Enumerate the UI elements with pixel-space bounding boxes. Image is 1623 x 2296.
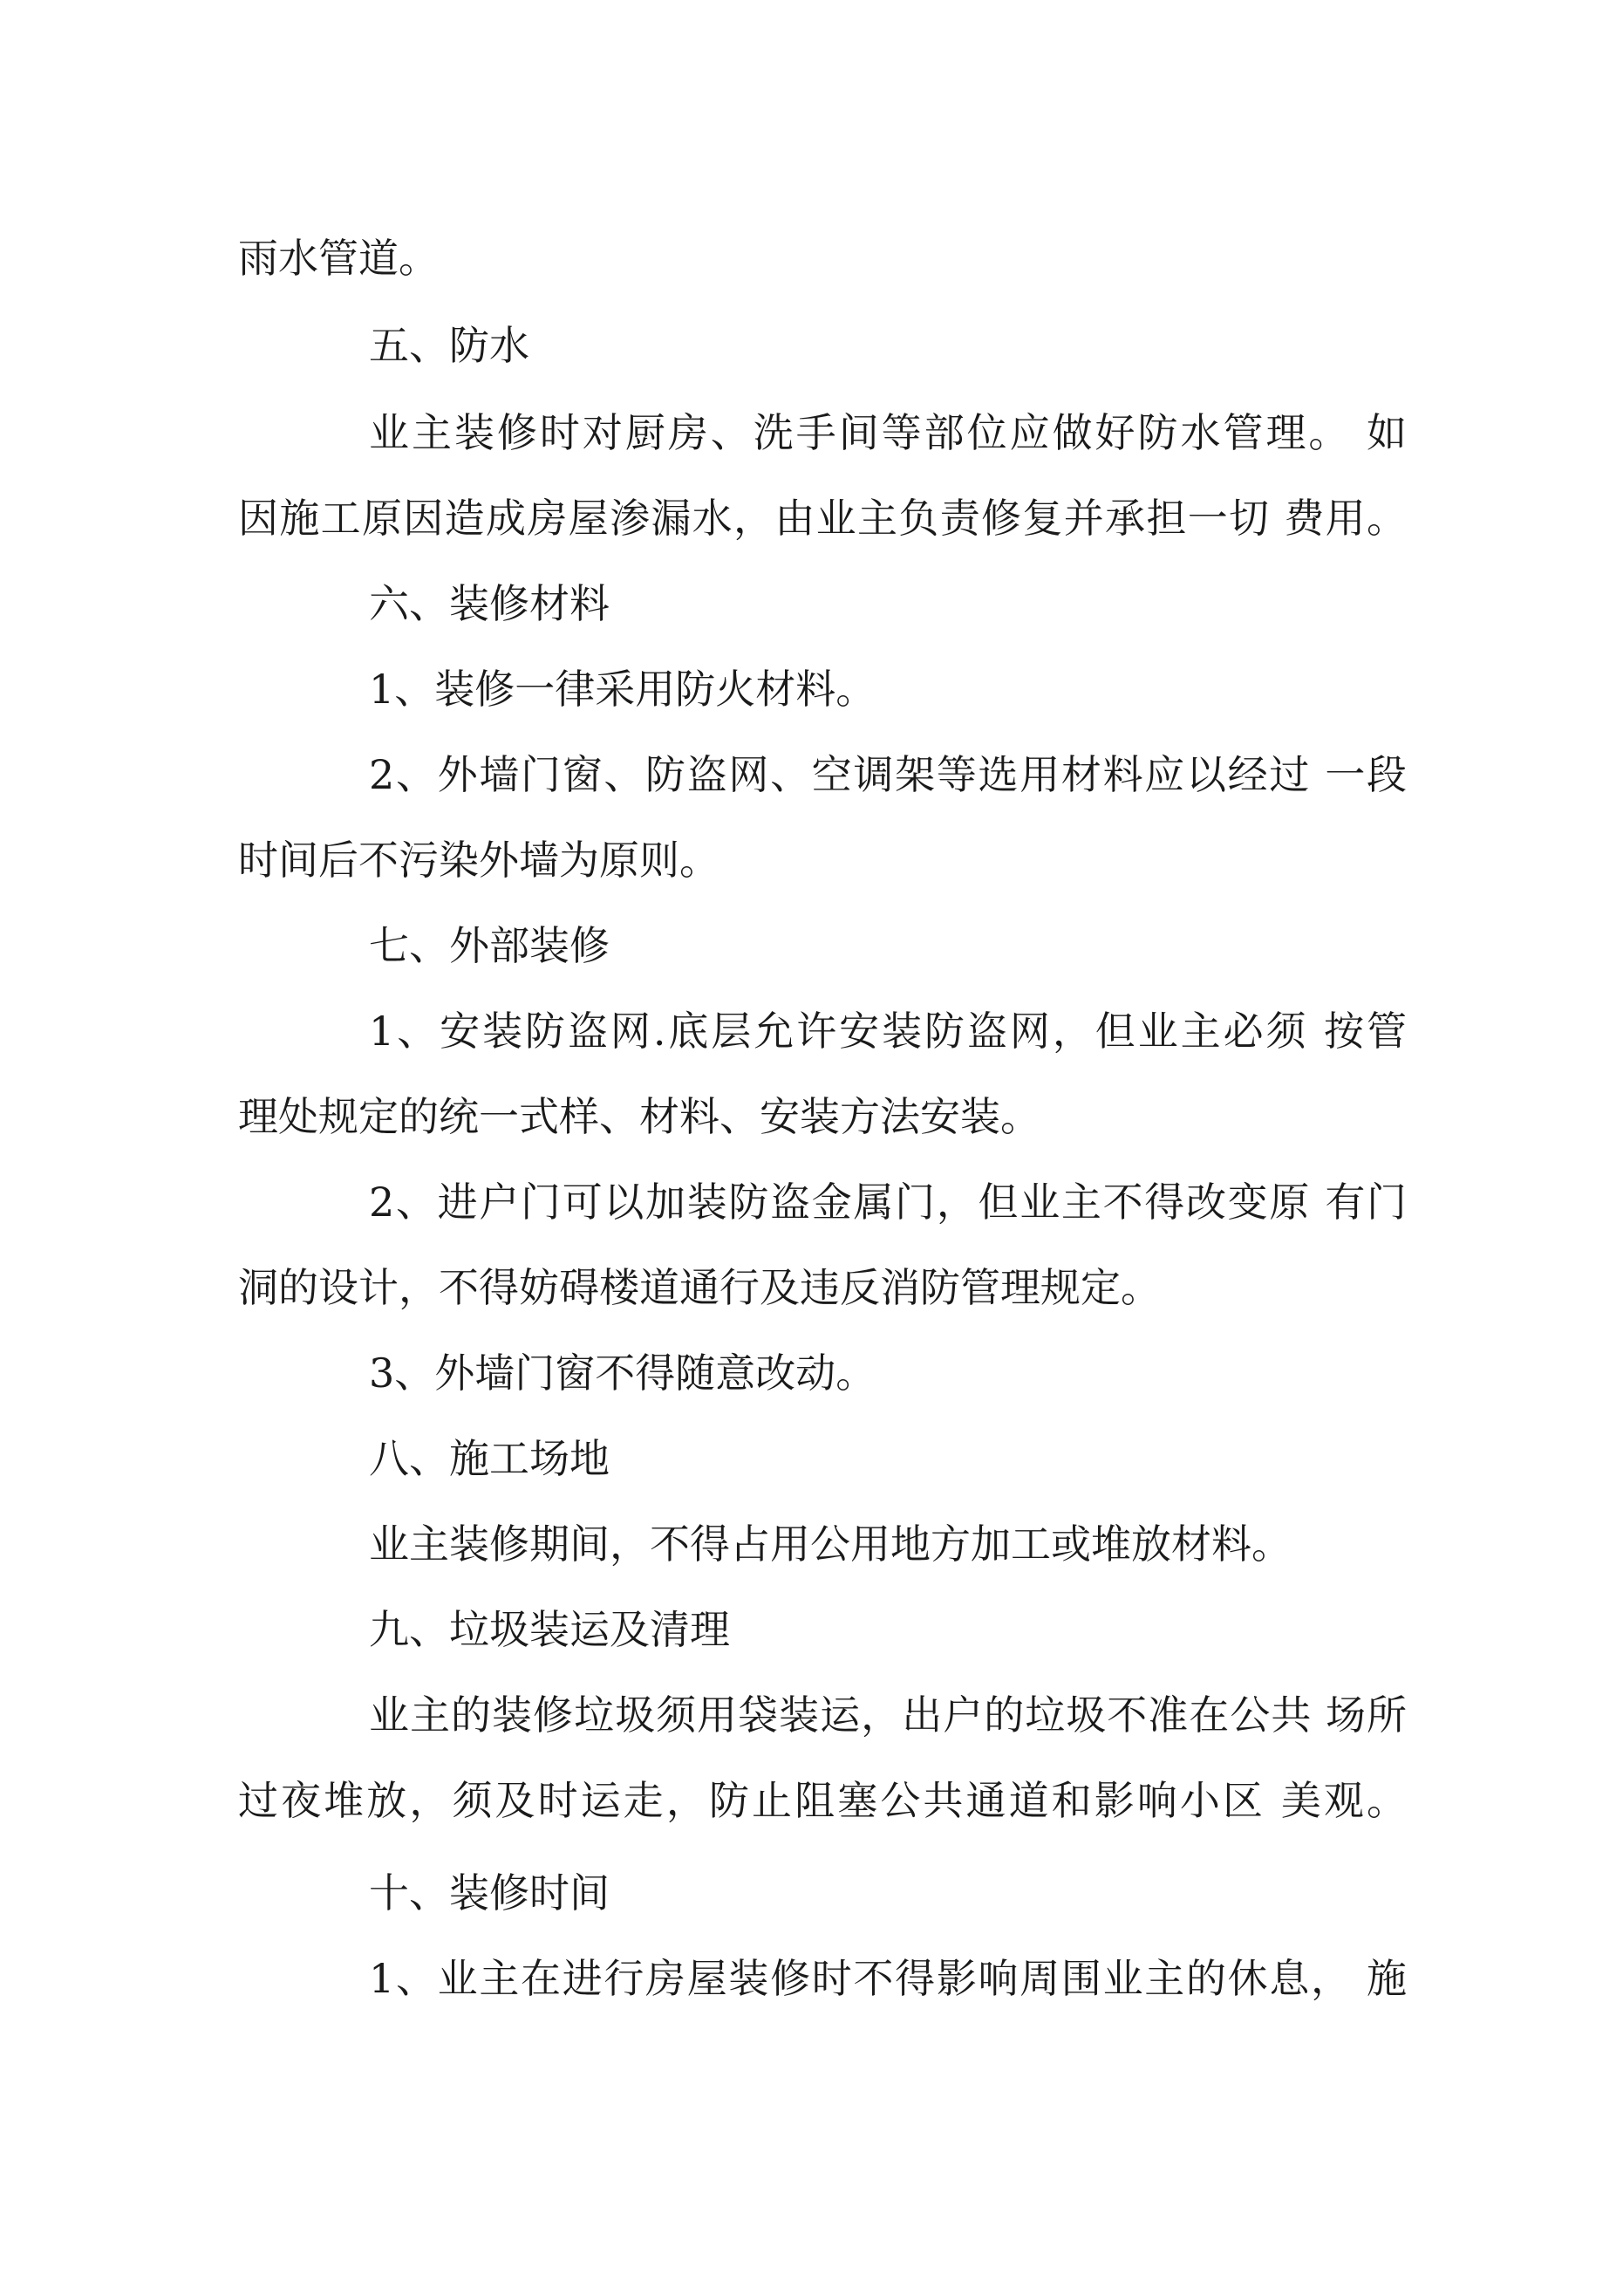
text-line: 2、进户门可以加装防盗金属门，但业主不得改变原 有门	[369, 1179, 1407, 1226]
text-line: 2、外墙门窗、防盗网、空调架等选用材料应以经过 一段	[369, 751, 1407, 798]
text-line: 过夜堆放，须及时运走，防止阻塞公共通道和影响小区 美观。	[238, 1777, 1407, 1824]
section-heading: 十、装修时间	[369, 1869, 610, 1917]
text-line: 雨水管道。	[238, 235, 439, 282]
section-heading: 九、垃圾装运及清理	[369, 1606, 730, 1653]
text-line: 洞的设计，不得妨碍楼道通行及违反消防管理规定。	[238, 1264, 1161, 1311]
section-heading: 八、施工场地	[369, 1435, 610, 1482]
section-heading: 六、装修材料	[369, 580, 610, 627]
text-line: 时间后不污染外墙为原则。	[238, 837, 719, 884]
text-line: 理处规定的统一式样、材料、安装方法安装。	[238, 1093, 1040, 1140]
text-line: 1、安装防盗网.底层允许安装防盗网，但业主必须 按管	[369, 1008, 1407, 1055]
text-line: 1、业主在进行房屋装修时不得影响周围业主的休息， 施	[369, 1955, 1407, 2002]
text-line: 3、外墙门窗不得随意改动。	[369, 1350, 876, 1397]
text-line: 1、装修一律采用防火材料。	[369, 666, 876, 713]
text-line: 业主装修时对厨房、洗手间等部位应做好防水管理。 如	[369, 409, 1407, 456]
text-line: 因施工原因造成房屋渗漏水，由业主负责修复并承担一切 费用。	[238, 495, 1407, 542]
text-line: 业主的装修垃圾须用袋装运，出户的垃圾不准在公共 场所	[369, 1691, 1407, 1739]
section-heading: 五、防水	[369, 322, 529, 369]
text-line: 业主装修期间，不得占用公用地方加工或堆放材料。	[369, 1520, 1292, 1568]
section-heading: 七、外部装修	[369, 922, 610, 969]
